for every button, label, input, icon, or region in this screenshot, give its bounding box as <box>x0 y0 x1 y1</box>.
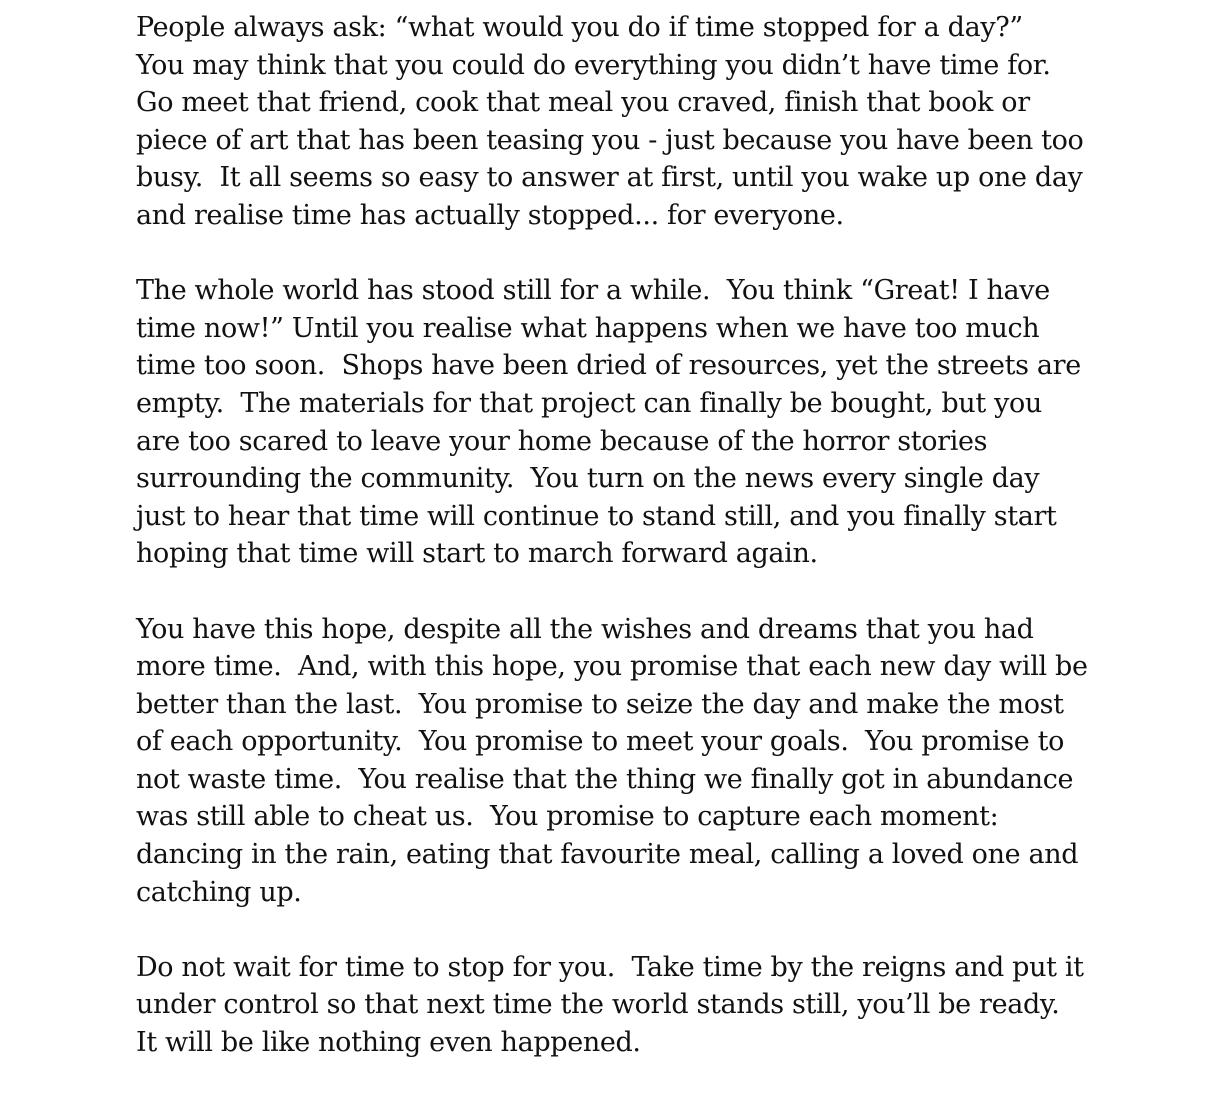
paragraph-line: dancing in the rain, eating that favourite meal, calling a loved one and <box>136 839 1079 871</box>
paragraph-line: not waste time. You realise that the thing we finally got in abundance <box>136 763 1074 795</box>
paragraph-4 <box>136 949 1136 1062</box>
paragraph-line: better than the last. You promise to seize the day and make the most <box>136 688 1064 720</box>
paragraph-2 <box>136 272 1136 573</box>
paragraph-3 <box>136 611 1136 912</box>
paragraph-line: more time. And, with this hope, you promise that each new day will be <box>136 651 1088 683</box>
paragraph-line: People always ask: “what would you do if time stopped for a day?” <box>136 12 1023 43</box>
paragraph-line: The whole world has stood still for a while. You think “Great! I have <box>136 275 1050 307</box>
paragraph-line: catching up. <box>136 876 302 908</box>
paragraph-line: are too scared to leave your home because of the horror stories <box>136 425 988 457</box>
paragraph-line: time too soon. Shops have been dried of resources, yet the streets are <box>136 350 1081 382</box>
paragraph-line: just to hear that time will continue to stand still, and you finally start <box>136 500 1057 532</box>
paragraph-line: under control so that next time the world stands still, you’ll be ready. <box>136 989 1060 1021</box>
paragraph-line: of each opportunity. You promise to meet your goals. You promise to <box>136 726 1065 758</box>
paragraph-line: empty. The materials for that project can finally be bought, but you <box>136 387 1042 419</box>
paragraph-line: It will be like nothing even happened. <box>136 1027 641 1059</box>
paragraph-line: piece of art that has been teasing you - just because you have been too <box>136 124 1084 156</box>
paragraph-1 <box>136 9 1136 235</box>
paragraph-line: Do not wait for time to stop for you. Take time by the reigns and put it <box>136 951 1084 983</box>
paragraph-line: Go meet that friend, cook that meal you craved, finish that book or <box>136 87 1030 119</box>
document-body <box>136 9 1136 1099</box>
paragraph-line: surrounding the community. You turn on the news every single day <box>136 463 1040 495</box>
paragraph-line: was still able to cheat us. You promise to capture each moment: <box>136 801 999 833</box>
paragraph-line: You have this hope, despite all the wishes and dreams that you had <box>136 613 1034 645</box>
paragraph-line: time now!” Until you realise what happens when we have too much <box>136 312 1040 344</box>
paragraph-line: You may think that you could do everything you didn’t have time for. <box>136 49 1051 81</box>
paragraph-line: busy. It all seems so easy to answer at first, until you wake up one day <box>136 162 1083 194</box>
paragraph-line: hoping that time will start to march forward again. <box>136 538 818 570</box>
paragraph-line: and realise time has actually stopped... for everyone. <box>136 199 844 231</box>
